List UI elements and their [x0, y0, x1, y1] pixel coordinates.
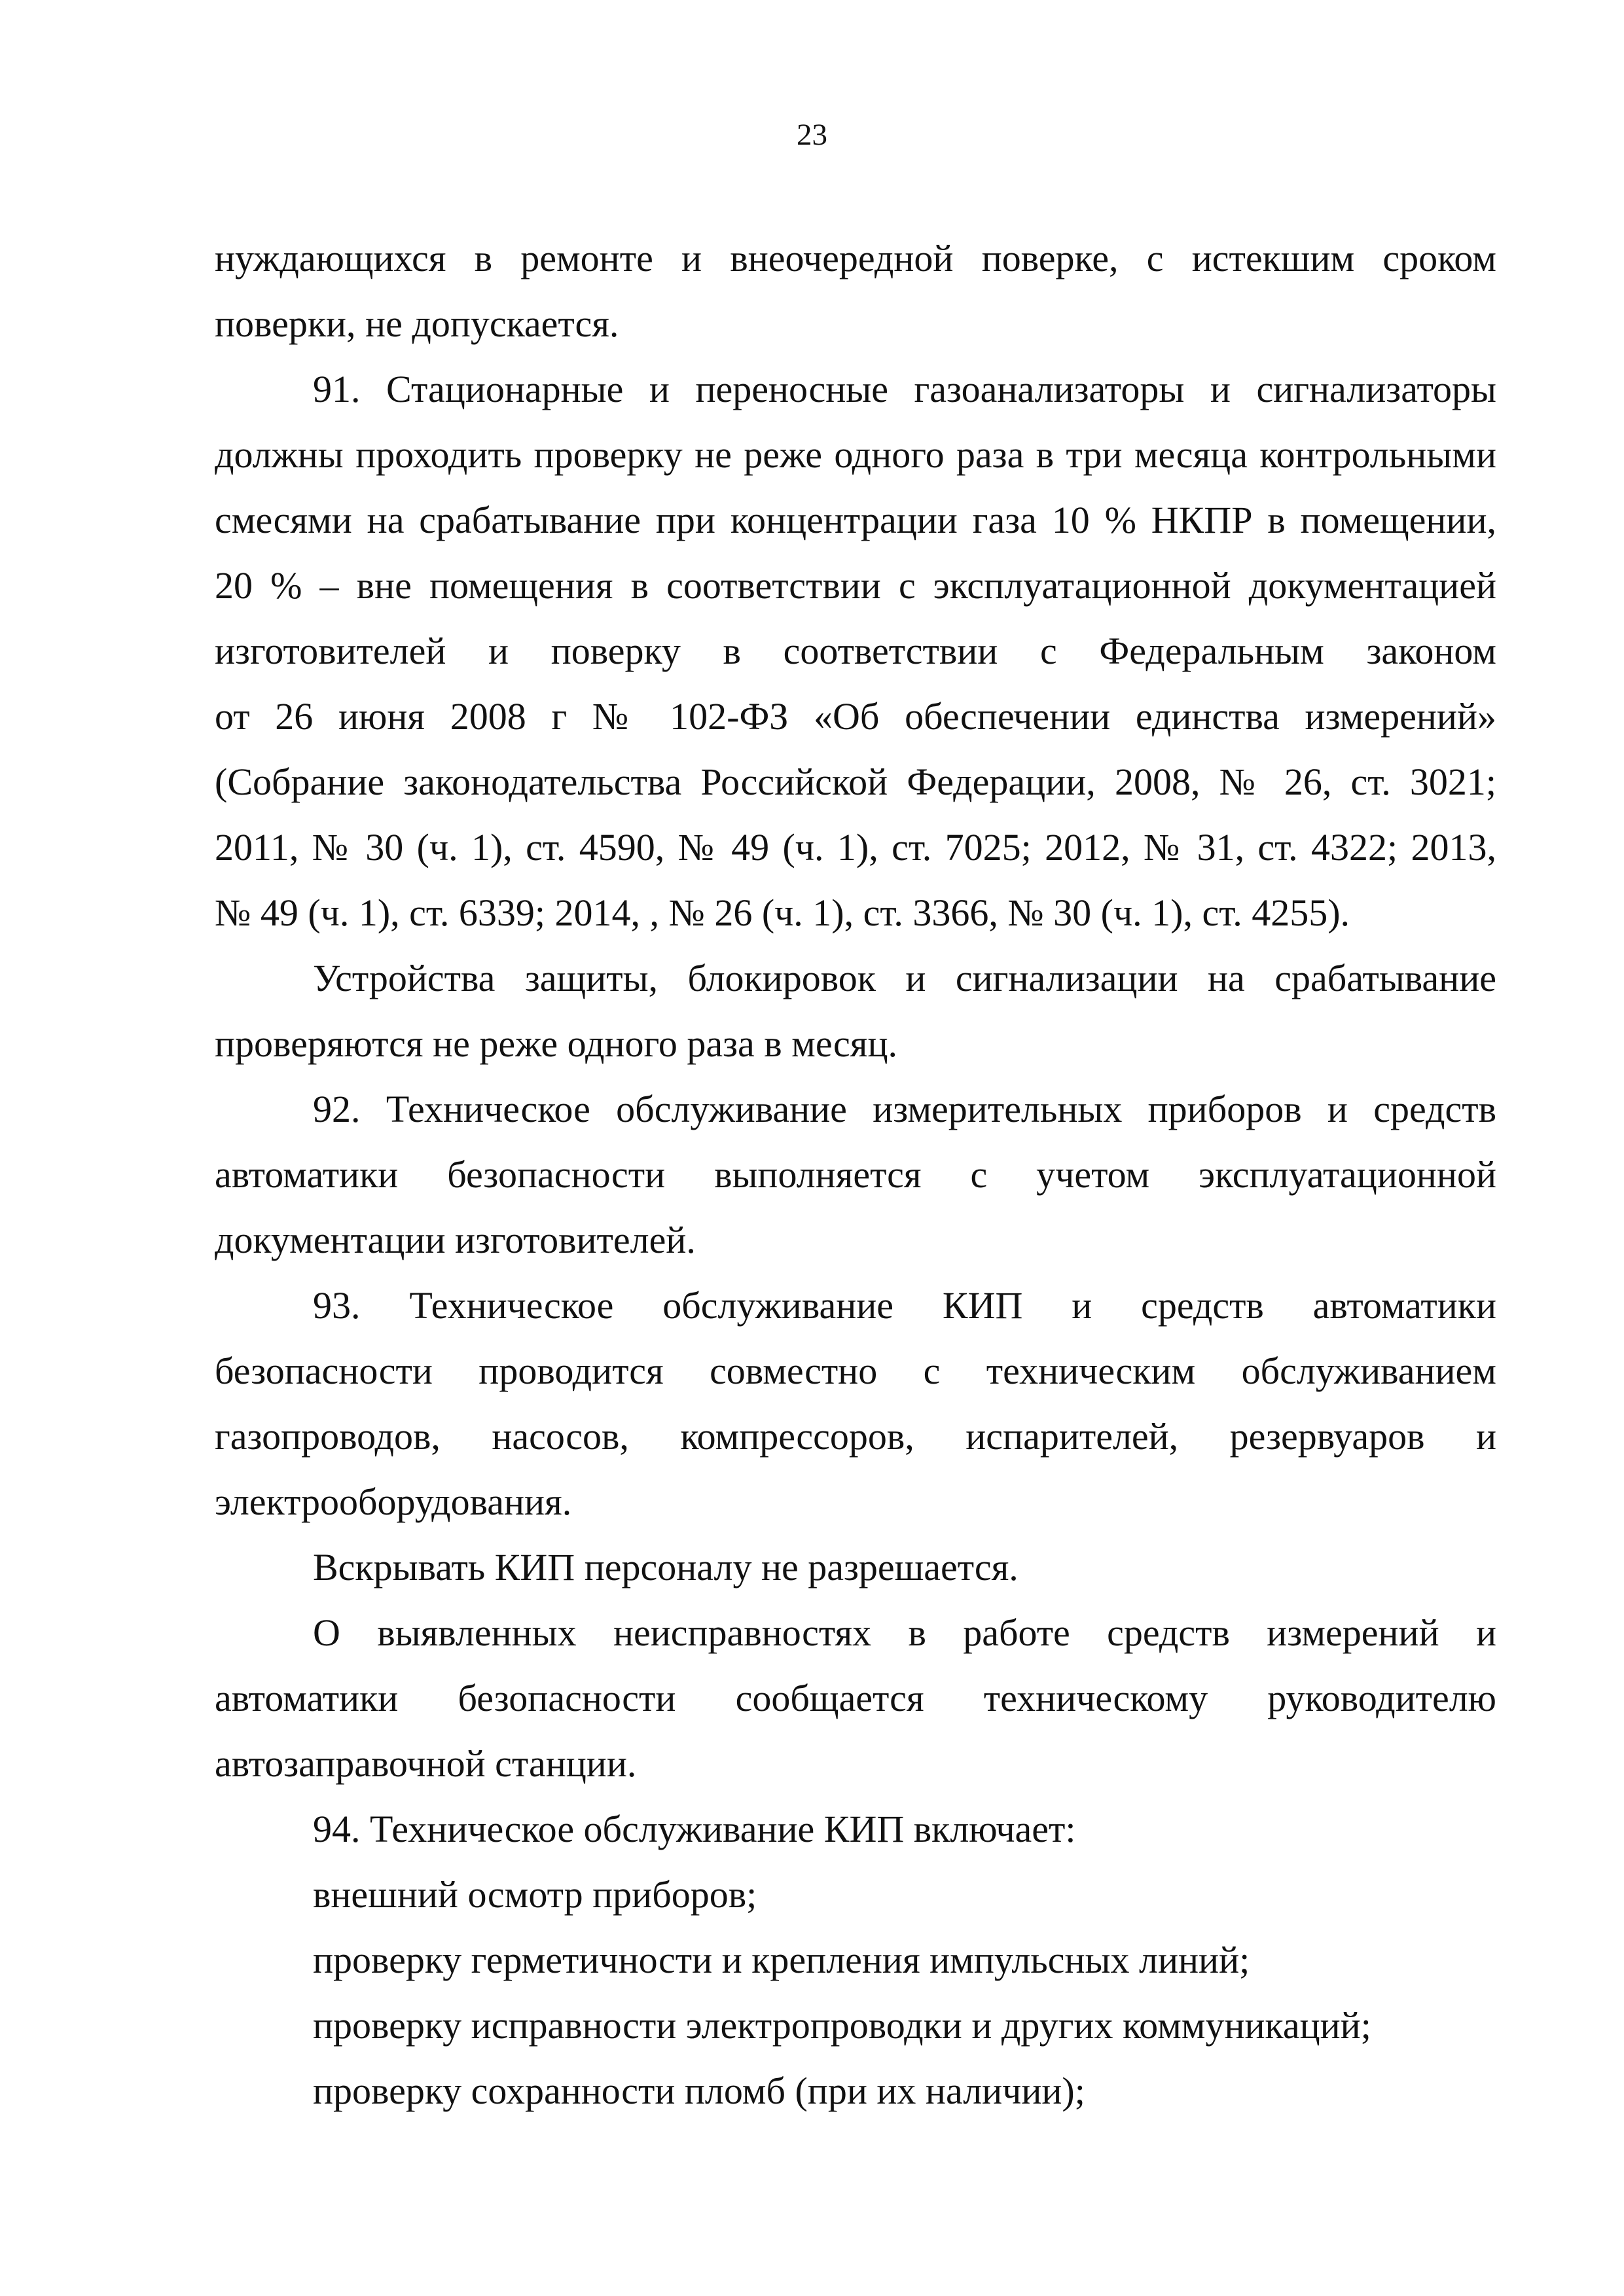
text-line: 91. Стационарные и переносные газоанализаторы и сигнализаторы: [313, 368, 1496, 410]
paragraph-p93-c: [215, 1600, 1496, 1797]
document-body: [215, 226, 1496, 2124]
paragraph-p91: [215, 357, 1496, 946]
text-line: О выявленных неисправностях в работе средств измерений и: [313, 1611, 1496, 1654]
text-line: проверку сохранности пломб (при их наличии);: [313, 2070, 1085, 2112]
text-line: 92. Техническое обслуживание измерительных приборов и средств: [313, 1088, 1496, 1130]
text-line: 2011, № 30 (ч. 1), ст. 4590, № 49 (ч. 1), ст. 7025; 2012, № 31, ст. 4322; 2013,: [215, 826, 1496, 869]
paragraph-p93: [215, 1273, 1496, 1535]
text-line: 94. Техническое обслуживание КИП включает:: [313, 1808, 1076, 1850]
paragraph-p94: [215, 1797, 1496, 2124]
text-line: смесями на срабатывание при концентрации газа 10 % НКПР в помещении,: [215, 499, 1496, 541]
text-line: изготовителей и поверку в соответствии с Федеральным законом: [215, 630, 1496, 672]
text-line: нуждающихся в ремонте и внеочередной поверке, с истекшим сроком: [215, 237, 1496, 279]
text-line: поверки, не допускается.: [215, 302, 619, 345]
page-number: 23: [797, 118, 827, 152]
text-line: (Собрание законодательства Российской Федерации, 2008, № 26, ст. 3021;: [215, 761, 1496, 803]
text-line: документации изготовителей.: [215, 1219, 696, 1261]
text-line: от 26 июня 2008 г № 102-ФЗ «Об обеспечении единства измерений»: [215, 695, 1496, 738]
text-line: газопроводов, насосов, компрессоров, испарителей, резервуаров и: [215, 1415, 1496, 1458]
text-line: автозаправочной станции.: [215, 1742, 637, 1785]
text-line: безопасности проводится совместно с техническим обслуживанием: [215, 1350, 1496, 1392]
text-line: электрооборудования.: [215, 1480, 572, 1523]
text-line: внешний осмотр приборов;: [313, 1873, 757, 1916]
text-line: проверку исправности электропроводки и других коммуникаций;: [313, 2004, 1371, 2047]
paragraph-p93-b: [215, 1535, 1496, 1600]
text-line: автоматики безопасности выполняется с учетом эксплуатационной: [215, 1153, 1496, 1196]
text-line: проверку герметичности и крепления импульсных линий;: [313, 1939, 1250, 1981]
paragraph-p92: [215, 1077, 1496, 1273]
text-line: № 49 (ч. 1), ст. 6339; 2014, , № 26 (ч. 1), ст. 3366, № 30 (ч. 1), ст. 4255).: [215, 891, 1350, 934]
text-line: Вскрывать КИП персоналу не разрешается.: [313, 1546, 1019, 1588]
text-line: 20 % – вне помещения в соответствии с эксплуатационной документацией: [215, 564, 1496, 607]
paragraph-p90-end: [215, 226, 1496, 357]
text-line: должны проходить проверку не реже одного раза в три месяца контрольными: [215, 433, 1496, 476]
text-line: проверяются не реже одного раза в месяц.: [215, 1022, 897, 1065]
text-line: автоматики безопасности сообщается техническому руководителю: [215, 1677, 1496, 1719]
paragraph-p91-b: [215, 946, 1496, 1077]
text-line: 93. Техническое обслуживание КИП и средств автоматики: [313, 1284, 1496, 1327]
text-line: Устройства защиты, блокировок и сигнализации на срабатывание: [313, 957, 1496, 999]
